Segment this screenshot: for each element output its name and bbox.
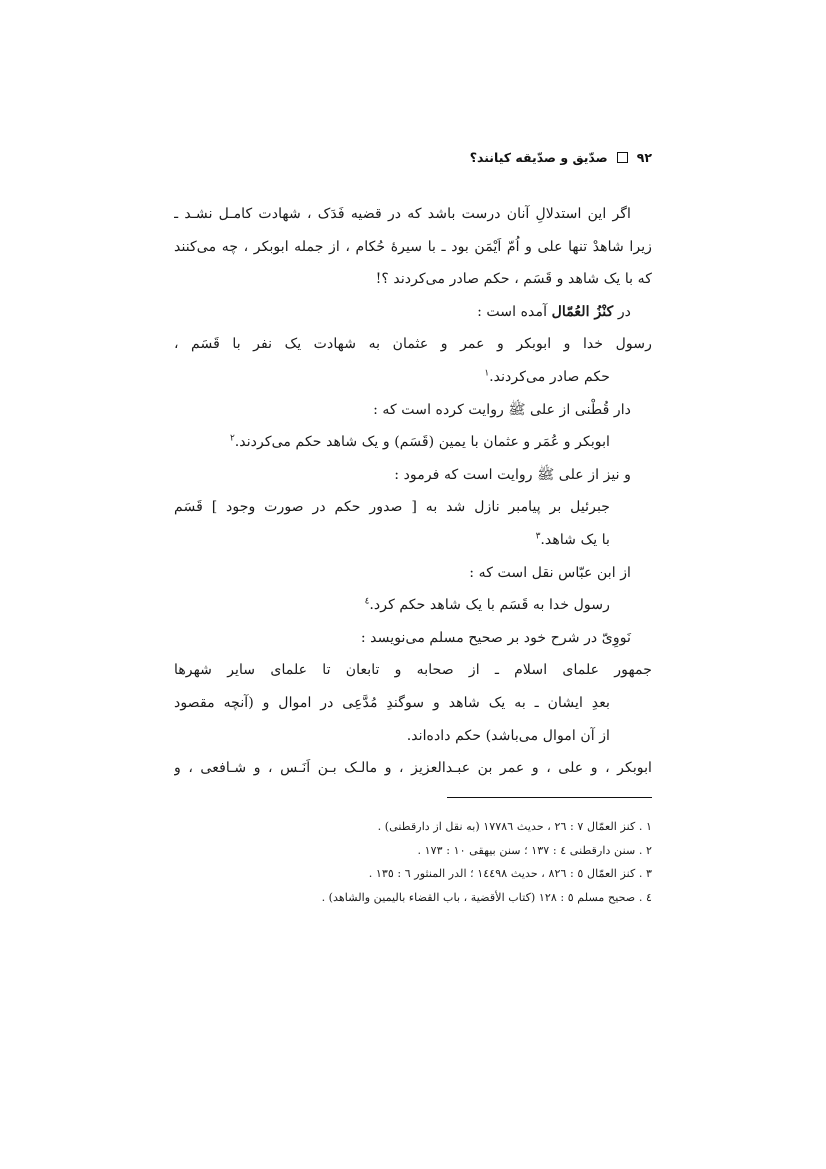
quote-text: حکم صادر می‌کردند. — [489, 368, 610, 385]
paragraph-line: که با یک شاهد و قَسَم ، حکم صادر می‌کردند ؟! — [375, 271, 652, 288]
body-text — [174, 198, 652, 785]
footnote-ref[interactable]: ١ — [484, 368, 490, 379]
intro-line: از ابن عبّاس نقل است که : — [469, 564, 631, 581]
quote-text: رسول خدا به قَسَم با یک شاهد حکم کرد. — [369, 597, 610, 614]
footnote-item: ٤ . صحیح مسلم ٥ : ١٢٨ (کتاب الأقضیة ، باب القضاء بالیمین والشاهد) . — [321, 890, 652, 904]
paragraph-line: اگر این استدلالِ آنان درست باشد که در قضیه فَدَک ، شهادت کامـل نشـد ـ — [174, 206, 631, 222]
chapter-title: صدّیق و صدّیقه کیانند؟ — [469, 150, 608, 165]
quote-line — [174, 426, 652, 459]
running-header — [470, 150, 652, 165]
paragraph-line: زیرا شاهدْ تنها علی و اُمّ اَیْمَن بود ـ با سیرهٔ حُکام ، از جمله ابوبکر ، چه می‌کنند — [174, 238, 652, 255]
paragraph-line: ابوبکر ، و علی ، و عمر بن عبـدالعزیز ، و مالـک بـن اَنَـس ، و شـافعی ، و — [174, 760, 652, 777]
quote-line: از آن اموال می‌باشد) حکم داده‌اند. — [406, 727, 610, 744]
footnote-item: ٢ . سنن دارقطنی ٤ : ١٣٧ ؛ سنن بیهقی ١٠ : ١٧٣ . — [417, 843, 652, 857]
quote-line — [174, 524, 652, 557]
quote-text: با یک شاهد. — [540, 531, 610, 548]
footnotes — [174, 815, 652, 909]
footnote-divider — [447, 797, 652, 798]
page-number: ٩٢ — [636, 150, 652, 165]
footnote-ref[interactable]: ٣ — [535, 531, 541, 542]
quote-line: جمهور علمای اسلام ـ از صحابه و تابعان تا علمای سایر شهرها — [174, 662, 652, 679]
intro-line — [174, 296, 652, 329]
source-title: کنْزُ العُمّال — [551, 303, 614, 320]
intro-prefix: در — [613, 303, 631, 320]
intro-line: نَووِیّ در شرح خود بر صحیح مسلم می‌نویسد : — [360, 629, 631, 646]
intro-line: دار قُطْنی از علی ﷺ روایت کرده است که : — [373, 401, 631, 418]
quote-text: ابوبکر و عُمَر و عثمان با یمین (قَسَم) و یک شاهد حکم می‌کردند. — [234, 434, 610, 451]
quote-line — [174, 361, 652, 394]
quote-line: بعدِ ایشان ـ به یک شاهد و سوگندِ مُدَّعِی در اموال و (آنچه مقصود — [174, 694, 610, 711]
intro-line: و نیز از علی ﷺ روایت است که فرمود : — [394, 466, 631, 483]
quote-line — [174, 589, 652, 622]
quote-line: جبرئیل بر پیامبر نازل شد به [ صدور حکم در صورت وجود ] قَسَم — [174, 499, 610, 516]
intro-suffix: آمده است : — [477, 303, 552, 320]
footnote-item: ١ . کنز العمّال ٧ : ٢٦ ، حدیث ١٧٧٨٦ (به نقل از دارقطنی) . — [377, 820, 652, 833]
square-ornament-icon — [617, 152, 628, 163]
footnote-ref[interactable]: ٤ — [364, 596, 370, 607]
footnote-ref[interactable]: ٢ — [229, 433, 235, 444]
quote-line: رسول خدا و ابوبکر و عمر و عثمان به شهادت یک نفر با قَسَم ، — [174, 336, 652, 353]
footnote-item: ٣ . کنز العمّال ٥ : ٨٢٦ ، حدیث ١٤٤٩٨ ؛ الدر المنثور ٦ : ١٣٥ . — [368, 867, 652, 881]
